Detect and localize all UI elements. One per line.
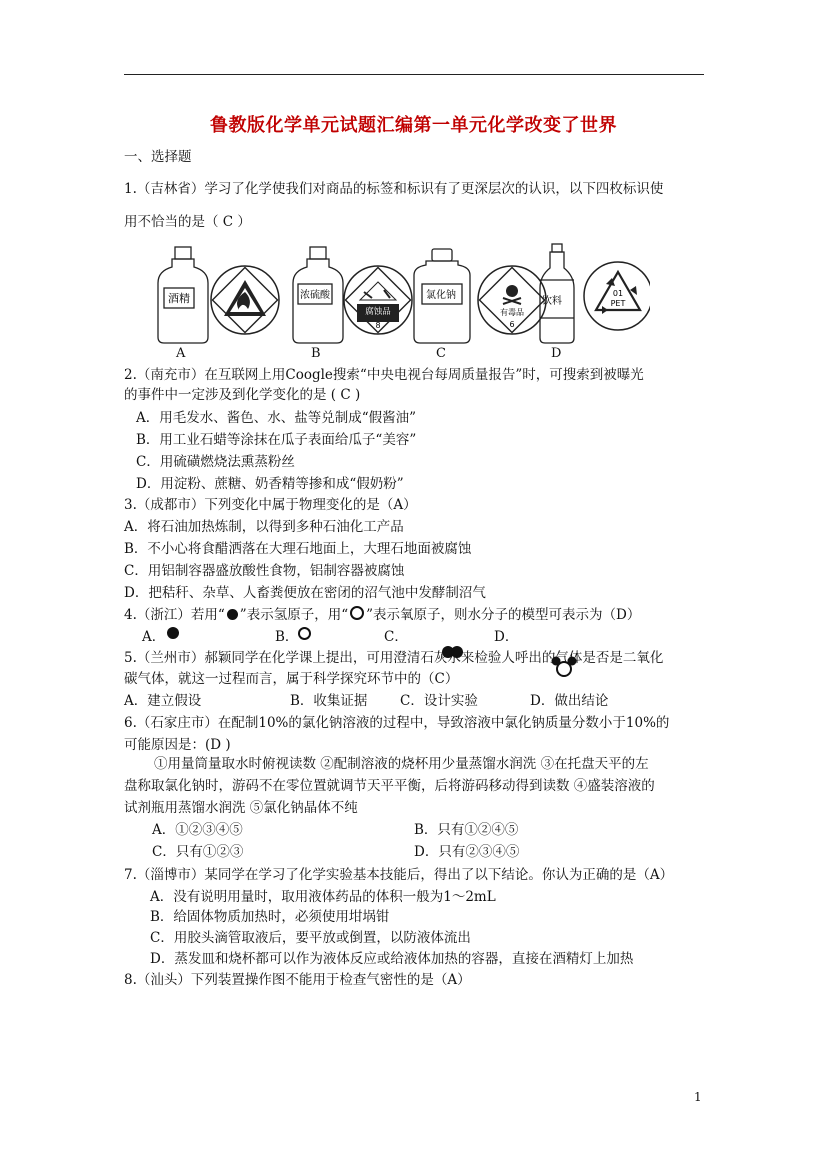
q6-option-b: B．只有①②④⑤ bbox=[414, 822, 519, 838]
recycle-sign-pet: PET bbox=[610, 299, 626, 308]
q7-option-d: D．蒸发皿和烧杯都可以作为液体反应或给液体加热的容器，直接在酒精灯上加热 bbox=[150, 951, 634, 967]
q2-option-c: C．用硫磺燃烧法熏蒸粉丝 bbox=[136, 454, 295, 470]
q2-option-a: A．用毛发水、酱色、水、盐等兑制成“假酱油” bbox=[136, 410, 417, 426]
oxygen-atom-icon bbox=[350, 606, 364, 620]
q8-line1: 8.（汕头）下列装置操作图不能用于检查气密性的是（A） bbox=[124, 972, 471, 988]
page-title: 鲁教版化学单元试题汇编第一单元化学改变了世界 bbox=[210, 115, 617, 136]
q6-option-c: C．只有①②③ bbox=[152, 844, 244, 860]
bottle-b-label: 浓硫酸 bbox=[300, 290, 330, 301]
q4-option-c: C． bbox=[384, 629, 408, 645]
q1-figure bbox=[150, 240, 650, 365]
q3-option-c: C．用铝制容器盛放酸性食物，铝制容器被腐蚀 bbox=[124, 563, 405, 579]
q4-option-b-model-icon bbox=[298, 627, 311, 640]
bottle-c-label: 氯化钠 bbox=[426, 290, 456, 301]
q4-option-b: B． bbox=[275, 629, 299, 645]
q1-label-b: B bbox=[311, 346, 321, 361]
q3-option-d: D．把秸秆、杂草、人畜粪便放在密闭的沼气池中发酵制沼气 bbox=[124, 585, 486, 601]
q6-option-a: A．①②③④⑤ bbox=[152, 822, 243, 838]
q4-option-a: A． bbox=[142, 629, 166, 645]
page-number: 1 bbox=[694, 1090, 702, 1104]
q6-body-2: 盘称取氯化钠时，游码不在零位置就调节天平平衡，后将游码移动得到读数 ④盛装溶液的 bbox=[124, 778, 655, 794]
q2-line1: 2.（南充市）在互联网上用Coogle搜索“中央电视台每周质量报告”时，可搜索到被曝光 bbox=[124, 367, 644, 383]
q6-body-3: 试剂瓶用蒸馏水润洗 ⑤氯化钠晶体不纯 bbox=[124, 800, 358, 816]
q1-label-c: C bbox=[436, 346, 446, 361]
q4-part1: 4.（浙江）若用“ bbox=[124, 607, 225, 623]
q6-body-1: ①用量筒量取水时俯视读数 ②配制溶液的烧杯用少量蒸馏水润洗 ③在托盘天平的左 bbox=[154, 756, 649, 772]
toxic-sign-class: 6 bbox=[509, 320, 515, 329]
q5-option-c: C．设计实验 bbox=[400, 693, 478, 709]
q6-option-d: D．只有②③④⑤ bbox=[414, 844, 520, 860]
q4-part3: ”表示氧原子，则水分子的模型可表示为（D） bbox=[366, 607, 641, 623]
q5-option-b: B．收集证据 bbox=[290, 693, 368, 709]
q2-line2: 的事件中一定涉及到化学变化的是 ( C ) bbox=[124, 387, 361, 403]
q1-label-a: A bbox=[176, 346, 186, 361]
q5-option-d: D．做出结论 bbox=[530, 693, 609, 709]
q6-line1: 6.（石家庄市）在配制10%的氯化钠溶液的过程中，导致溶液中氯化钠质量分数小于10%的 bbox=[124, 715, 670, 731]
q6-line2: 可能原因是：(D ) bbox=[124, 737, 231, 753]
q1-line2: 用不恰当的是（ C ） bbox=[124, 214, 251, 230]
flammable-sign-icon bbox=[211, 266, 279, 334]
q5-line1: 5.（兰州市）郝颖同学在化学课上提出，可用澄清石灰水来检验人呼出的气体是否是二氧化 bbox=[124, 650, 664, 666]
bottle-a-label: 酒精 bbox=[168, 292, 190, 305]
header-rule bbox=[124, 74, 704, 75]
q7-option-b: B．给固体物质加热时，必须使用坩埚钳 bbox=[150, 909, 390, 925]
toxic-sign-text: 有毒品 bbox=[500, 308, 524, 317]
q7-option-a: A．没有说明用量时，取用液体药品的体积一般为1～2mL bbox=[150, 889, 496, 905]
bottle-d-label: 饮料 bbox=[542, 296, 562, 307]
q7-option-c: C．用胶头滴管取液后，要平放或倒置，以防液体流出 bbox=[150, 930, 471, 946]
hydrogen-atom-icon bbox=[227, 609, 238, 620]
q4-option-a-model-icon bbox=[167, 627, 179, 639]
q4-line bbox=[124, 606, 640, 624]
corrosive-sign-text: 腐蚀品 bbox=[365, 307, 391, 317]
q5-line2: 碳气体，就这一过程而言，属于科学探究环节中的（C） bbox=[124, 671, 459, 687]
q2-option-b: B．用工业石蜡等涂抹在瓜子表面给瓜子“美容” bbox=[136, 432, 417, 448]
q1-label-d: D bbox=[551, 346, 562, 361]
section-heading: 一、选择题 bbox=[124, 149, 192, 165]
q4-option-d: D． bbox=[494, 629, 519, 645]
q7-line1: 7.（淄博市）某同学在学习了化学实验基本技能后，得出了以下结论。你认为正确的是（A） bbox=[124, 867, 674, 883]
q3-line1: 3.（成都市）下列变化中属于物理变化的是（A） bbox=[124, 497, 417, 513]
recycle-sign-code: 01 bbox=[612, 289, 624, 298]
q4-part2: ”表示氢原子，用“ bbox=[239, 607, 349, 623]
q5-option-a: A．建立假设 bbox=[124, 693, 202, 709]
q3-option-a: A．将石油加热炼制，以得到多种石油化工产品 bbox=[124, 519, 404, 535]
q3-option-b: B．不小心将食醋洒落在大理石地面上，大理石地面被腐蚀 bbox=[124, 541, 472, 557]
q1-line1: 1.（吉林省）学习了化学使我们对商品的标签和标识有了更深层次的认识，以下四枚标识使 bbox=[124, 181, 664, 197]
corrosive-sign-class: 8 bbox=[375, 321, 381, 330]
q2-option-d: D．用淀粉、蔗糖、奶香精等掺和成“假奶粉” bbox=[136, 476, 404, 492]
